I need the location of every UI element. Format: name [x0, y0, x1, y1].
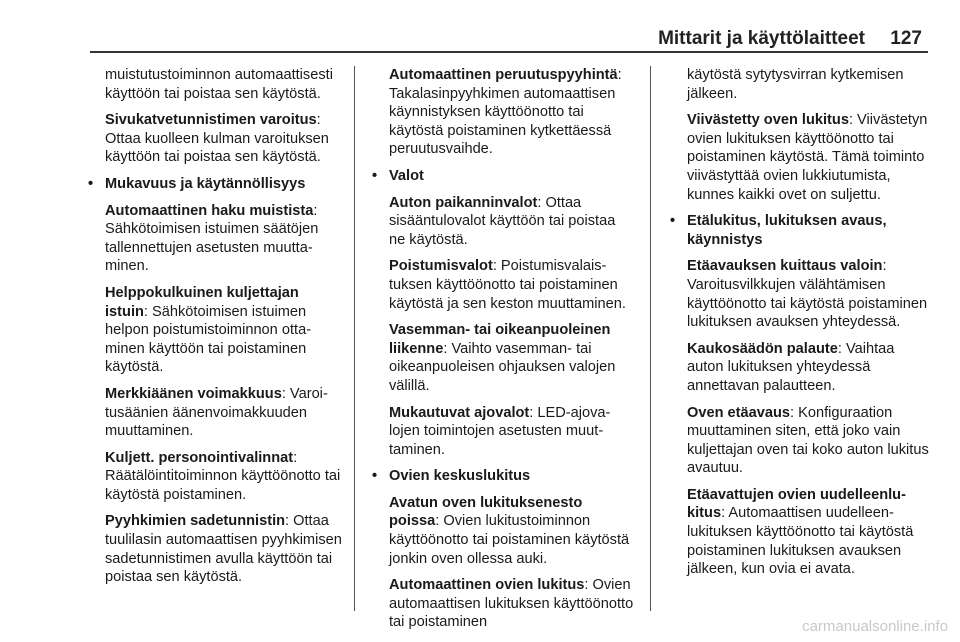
paragraph: Kaukosäädön palaute: Vaihtaa auton lukituksen yhteydessä annettavan palautteen. — [687, 340, 895, 394]
term: Poistumisvalot — [389, 258, 493, 275]
term: Automaattinen peruutuspyyhintä — [389, 67, 618, 83]
term: Automaattinen haku muistista — [105, 202, 314, 219]
term: Kuljett. personointivalinnat — [105, 449, 294, 466]
paragraph: Avatun oven lukituksenesto poissa: Ovien lukitustoiminnon käyttöönotto tai poistaminen käytöstä jonkin oven ollessa auki. — [389, 494, 630, 567]
paragraph: käytöstä sytytysvirran kytkemisen jälkeen. — [687, 67, 904, 102]
bullet-heading: • Mukavuus ja käytännöllisyys — [105, 175, 306, 192]
paragraph: Vasemman- tai oikeanpuoleinen liikenne: Vaihto vasemman- tai oikeanpuoleisen ohjauksen valojen välillä. — [389, 322, 616, 394]
paragraph: Automaattinen ovien lukitus: Ovien automaattisen lukituksen käyttöönotto tai poistaminen — [389, 577, 634, 631]
paragraph: Viivästetty oven lukitus: Viivästetyn ovien lukituksen käyttöönotto tai poistaminen käytöstä. Tämä toiminto viivästyttää ovien lukkiutumista, kunnes kaikki ovet on suljettu. — [687, 112, 928, 203]
term: Pyyhkimien sadetunnistin — [105, 513, 286, 530]
paragraph: Pyyhkimien sadetunnistin: Ottaa tuulilasin automaattisen pyyhkimisen sadetunnistimen avulla käyttöön tai poistaa sen käytöstä. — [105, 513, 342, 586]
paragraph: Helppokulkuinen kuljettajan istuin: Sähkötoimisen istuimen helpon poistumistoiminnon ottaminen käyttöön tai poistaminen käytöstä. — [105, 284, 312, 376]
bullet-item — [88, 175, 344, 194]
term: Helppokulkuinen kuljettajan istuin — [105, 284, 299, 320]
term: Oven etäavaus — [687, 404, 791, 421]
watermark-text: carmanualsonline.info — [802, 618, 948, 635]
bullet-heading: • Valot — [389, 167, 424, 184]
paragraph: muistutustoiminnon automaattisesti käyttöön tai poistaa sen käytöstä. — [105, 67, 333, 102]
column-2 — [372, 66, 634, 640]
page-number: 127 — [890, 28, 922, 49]
paragraph: Poistumisvalot: Poistumisvalaistuksen käyttöönotto tai poistaminen käytöstä ja sen keston muuttaminen. — [389, 258, 626, 312]
bullet-heading: • Etälukitus, lukituksen avaus, käynnistys — [687, 213, 887, 248]
term: Sivukatvetunnistimen varoitus — [105, 112, 317, 129]
term: Mukautuvat ajovalot — [389, 404, 530, 421]
paragraph: Etäavauksen kuittaus valoin: Varoitusvilkkujen välähtämisen käyttöönotto tai käytöstä poistaminen lukituksen avauksen yhteydessä. — [687, 258, 928, 331]
paragraph: Sivukatvetunnistimen varoitus: Ottaa kuolleen kulman varoituksen käyttöön tai poistaa sen käytöstä. — [105, 112, 329, 166]
term: Merkkiäänen voimakkuus — [105, 385, 282, 402]
term: Etäavattujen ovien uudelleenlukitus — [687, 486, 906, 522]
column-3 — [670, 66, 932, 587]
term: Kaukosäädön palaute — [687, 340, 838, 357]
paragraph: Merkkiäänen voimakkuus: Varoitusäänien äänenvoimakkuuden muuttaminen. — [105, 385, 328, 440]
term: Viivästetty oven lukitus — [687, 112, 849, 129]
term: Vasemman- tai oikeanpuoleinen liikenne — [389, 322, 611, 357]
column-divider-2 — [650, 66, 651, 611]
paragraph: Etäavattujen ovien uudelleenlukitus: Automaattisen uudelleenlukituksen käyttöönotto tai käytöstä poistaminen lukituksen avauksen jälkeen, kun ovia ei avata. — [687, 486, 914, 578]
term: Avatun oven lukituksenesto poissa — [389, 494, 583, 530]
paragraph: Oven etäavaus: Konfiguraation muuttaminen siten, että joko vain kuljettajan oven tai koko auton lukitus avautuu. — [687, 404, 929, 477]
term: Etäavauksen kuittaus valoin — [687, 258, 883, 275]
bullet-heading: • Ovien keskuslukitus — [389, 468, 531, 485]
bullet-item — [372, 167, 634, 186]
paragraph: Kuljett. personointivalinnat: Räätälöintitoiminnon käyttöönotto tai käytöstä poistaminen. — [105, 449, 341, 503]
page-header — [0, 28, 960, 58]
term: Auton paikanninvalot — [389, 194, 538, 211]
paragraph: Auton paikanninvalot: Ottaa sisääntulovalot käyttöön tai poistaa ne käytöstä. — [389, 194, 616, 248]
term: Automaattinen ovien lukitus — [389, 577, 585, 594]
paragraph: Automaattinen haku muistista: Sähkötoimisen istuimen säätöjen tallennettujen asetusten muuttaminen. — [105, 202, 319, 275]
bullet-item — [372, 467, 634, 486]
header-rule — [90, 51, 928, 53]
column-1 — [88, 66, 344, 595]
section-title: Mittarit ja käyttölaitteet — [658, 28, 865, 49]
paragraph: Mukautuvat ajovalot: LED-ajovalojen toimintojen asetusten muuttaminen. — [389, 404, 611, 458]
paragraph: Automaattinen peruutuspyyhintä: Takalasinpyyhkimen automaattisen käynnistyksen käyttöönotto tai käytöstä poistaminen kytkettäessä peruutusvaihde. — [389, 67, 622, 158]
column-divider-1 — [354, 66, 355, 611]
bullet-item — [670, 212, 932, 249]
